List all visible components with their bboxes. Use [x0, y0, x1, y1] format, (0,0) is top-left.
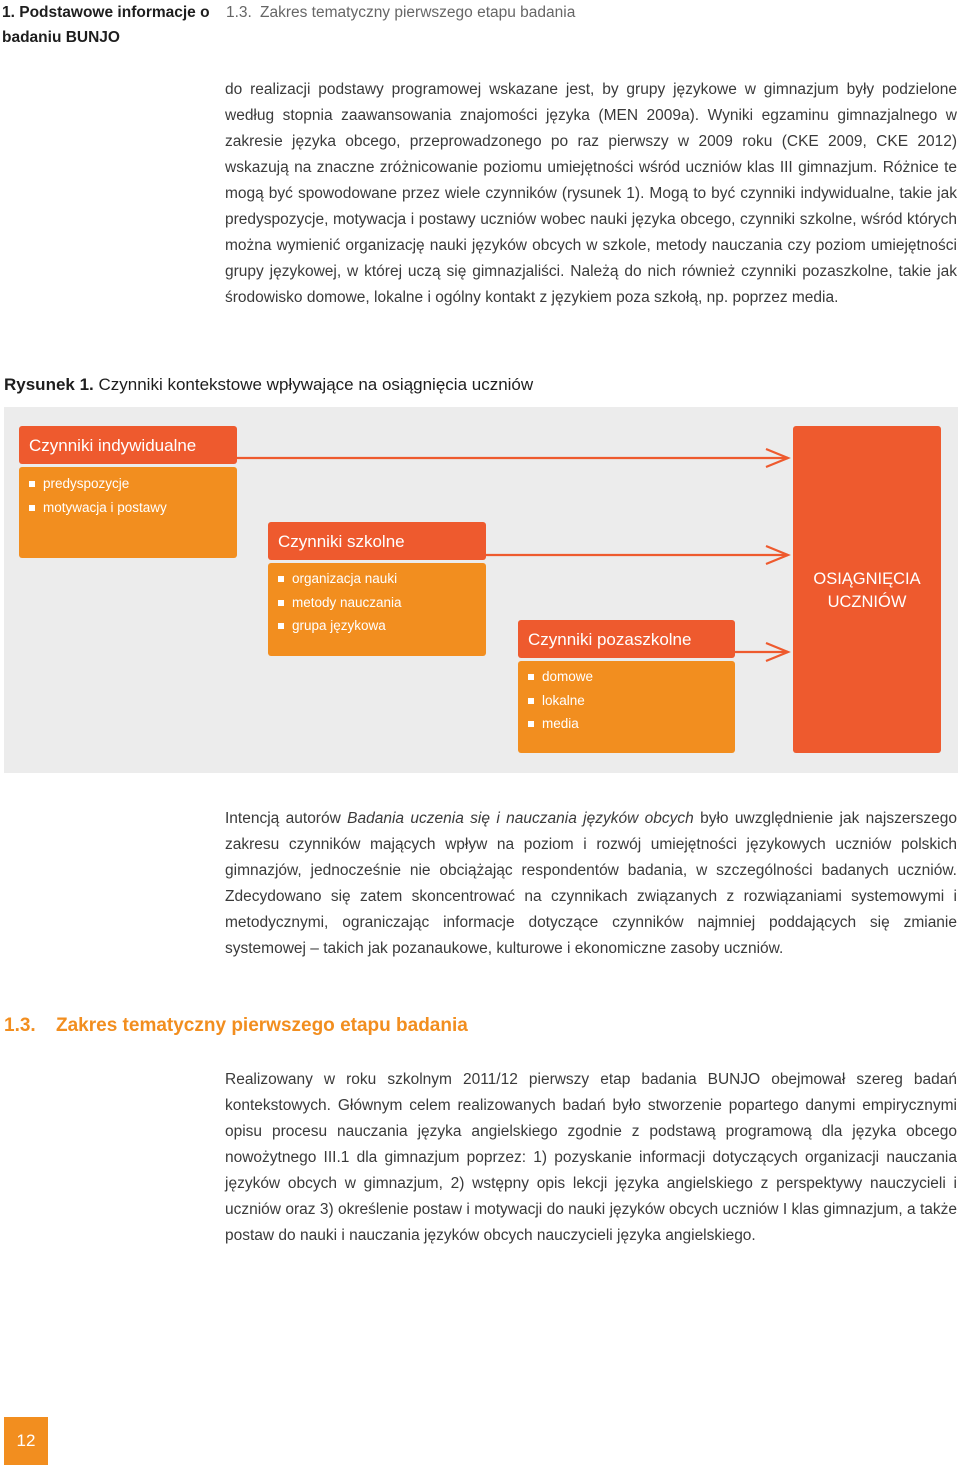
list-item: organizacja nauki [278, 567, 486, 591]
list-item: media [528, 712, 735, 736]
running-header-chapter: 1. Podstawowe informacje o badaniu BUNJO [2, 4, 210, 46]
individual-factors-list [19, 467, 237, 558]
section-title: Zakres tematyczny pierwszego etapu badania [56, 1015, 468, 1036]
study-title: Badania uczenia się i nauczania języków obcych [347, 810, 694, 827]
school-factors-header [268, 522, 486, 560]
list-item: grupa językowa [278, 614, 486, 638]
student-achievement-line2: UCZNIÓW [827, 593, 907, 611]
page-number: 12 [4, 1417, 48, 1465]
figure-label: Rysunek 1. [4, 375, 94, 394]
figure-title: Czynniki kontekstowe wpływające na osiągnięcia uczniów [98, 375, 534, 394]
paragraph-intention-rest: było uwzględnienie jak najszerszego zakresu czynników mających wpływ na poziom i rozwój umiejętności językowych uczniów polskich gimnazjów, jednocześnie nie obciążając respondentów badania, w szczególności badanych uczniów. Zdecydowano się zatem skoncentrować na czynnikach związanych z rozwiązaniami systemowymi i metodycznymi, ograniczając informacje dotyczące czynników najmniej poddających się zmianie systemowej – takich jak pozanaukowe, kulturowe i ekonomiczne zasoby uczniów. [225, 810, 958, 957]
outside-factors-title: Czynniki pozaszkolne [528, 630, 692, 649]
paragraph-intro: do realizacji podstawy programowej wskazane jest, by grupy językowe w gimnazjum były podzielone według stopnia zaawansowania znajomości języka (MEN 2009a). Wyniki egzaminu gimnazjalnego w zakresie języka obcego, przeprowadzonego po raz pierwszy w 2009 roku (CKE 2009, CKE 2012) wskazują na znaczne zróżnicowanie poziomu umiejętności wśród uczniów klas III gimnazjum. Różnice te mogą być spowodowane przez wiele czynników (rysunek 1). Mogą to być czynniki indywidualne, takie jak predyspozycje, motywacja i postawy uczniów wobec nauki języka obcego, czynniki szkolne, wśród których można wymienić organizację nauki języków obcych w szkole, metody nauczania czy poziom umiejętności grupy językowej, w której uczą się gimnazjaliści. Należą do nich również czynniki pozaszkolne, takie jak środowisko domowe, lokalne i ogólny kontakt z językiem poza szkołą, np. poprzez media. [225, 81, 957, 306]
list-item: lokalne [528, 689, 735, 713]
school-factors-title: Czynniki szkolne [278, 532, 405, 551]
paragraph-first-stage: Realizowany w roku szkolnym 2011/12 pierwszy etap badania BUNJO obejmował szereg badań kontekstowych. Głównym celem realizowanych badań było stworzenie popartego danymi empirycznymi opisu procesu nauczania języka angielskiego zgodnie z podstawą programową dla języka obcego nowożytnego III.1 dla gimnazjum poprzez: 1) pozyskanie informacji dotyczących organizacji nauczania języków obcych w gimnazjum, 2) wstępny opis lekcji języka angielskiego z perspektywy nauczycieli i uczniów oraz 3) określenie postaw i motywacji do nauki języków obcych uczniów I klas gimnazjum, a także postaw do nauki i nauczania języków obcych nauczycieli języka angielskiego. [225, 1071, 957, 1244]
paragraph-intention [225, 806, 957, 962]
list-item: domowe [528, 665, 735, 689]
student-achievement-box [793, 426, 941, 753]
list-item: metody nauczania [278, 591, 486, 615]
list-item: motywacja i postawy [29, 496, 237, 520]
outside-factors-header [518, 620, 735, 658]
student-achievement-line1: OSIĄGNIĘCIA [813, 570, 921, 588]
school-factors-list [268, 563, 486, 656]
running-header-section-number: 1.3. [226, 4, 252, 21]
individual-factors-header [19, 426, 237, 464]
individual-factors-title: Czynniki indywidualne [29, 436, 197, 455]
student-achievement-label [793, 568, 941, 614]
running-header-section [226, 0, 575, 25]
outside-factors-list [518, 661, 735, 753]
running-header-section-title: Zakres tematyczny pierwszego etapu badania [260, 4, 576, 21]
section-number: 1.3. [4, 1015, 36, 1036]
paragraph-intention-start: Intencją autorów [225, 810, 348, 827]
list-item: predyspozycje [29, 472, 237, 496]
figure-caption [4, 372, 533, 398]
